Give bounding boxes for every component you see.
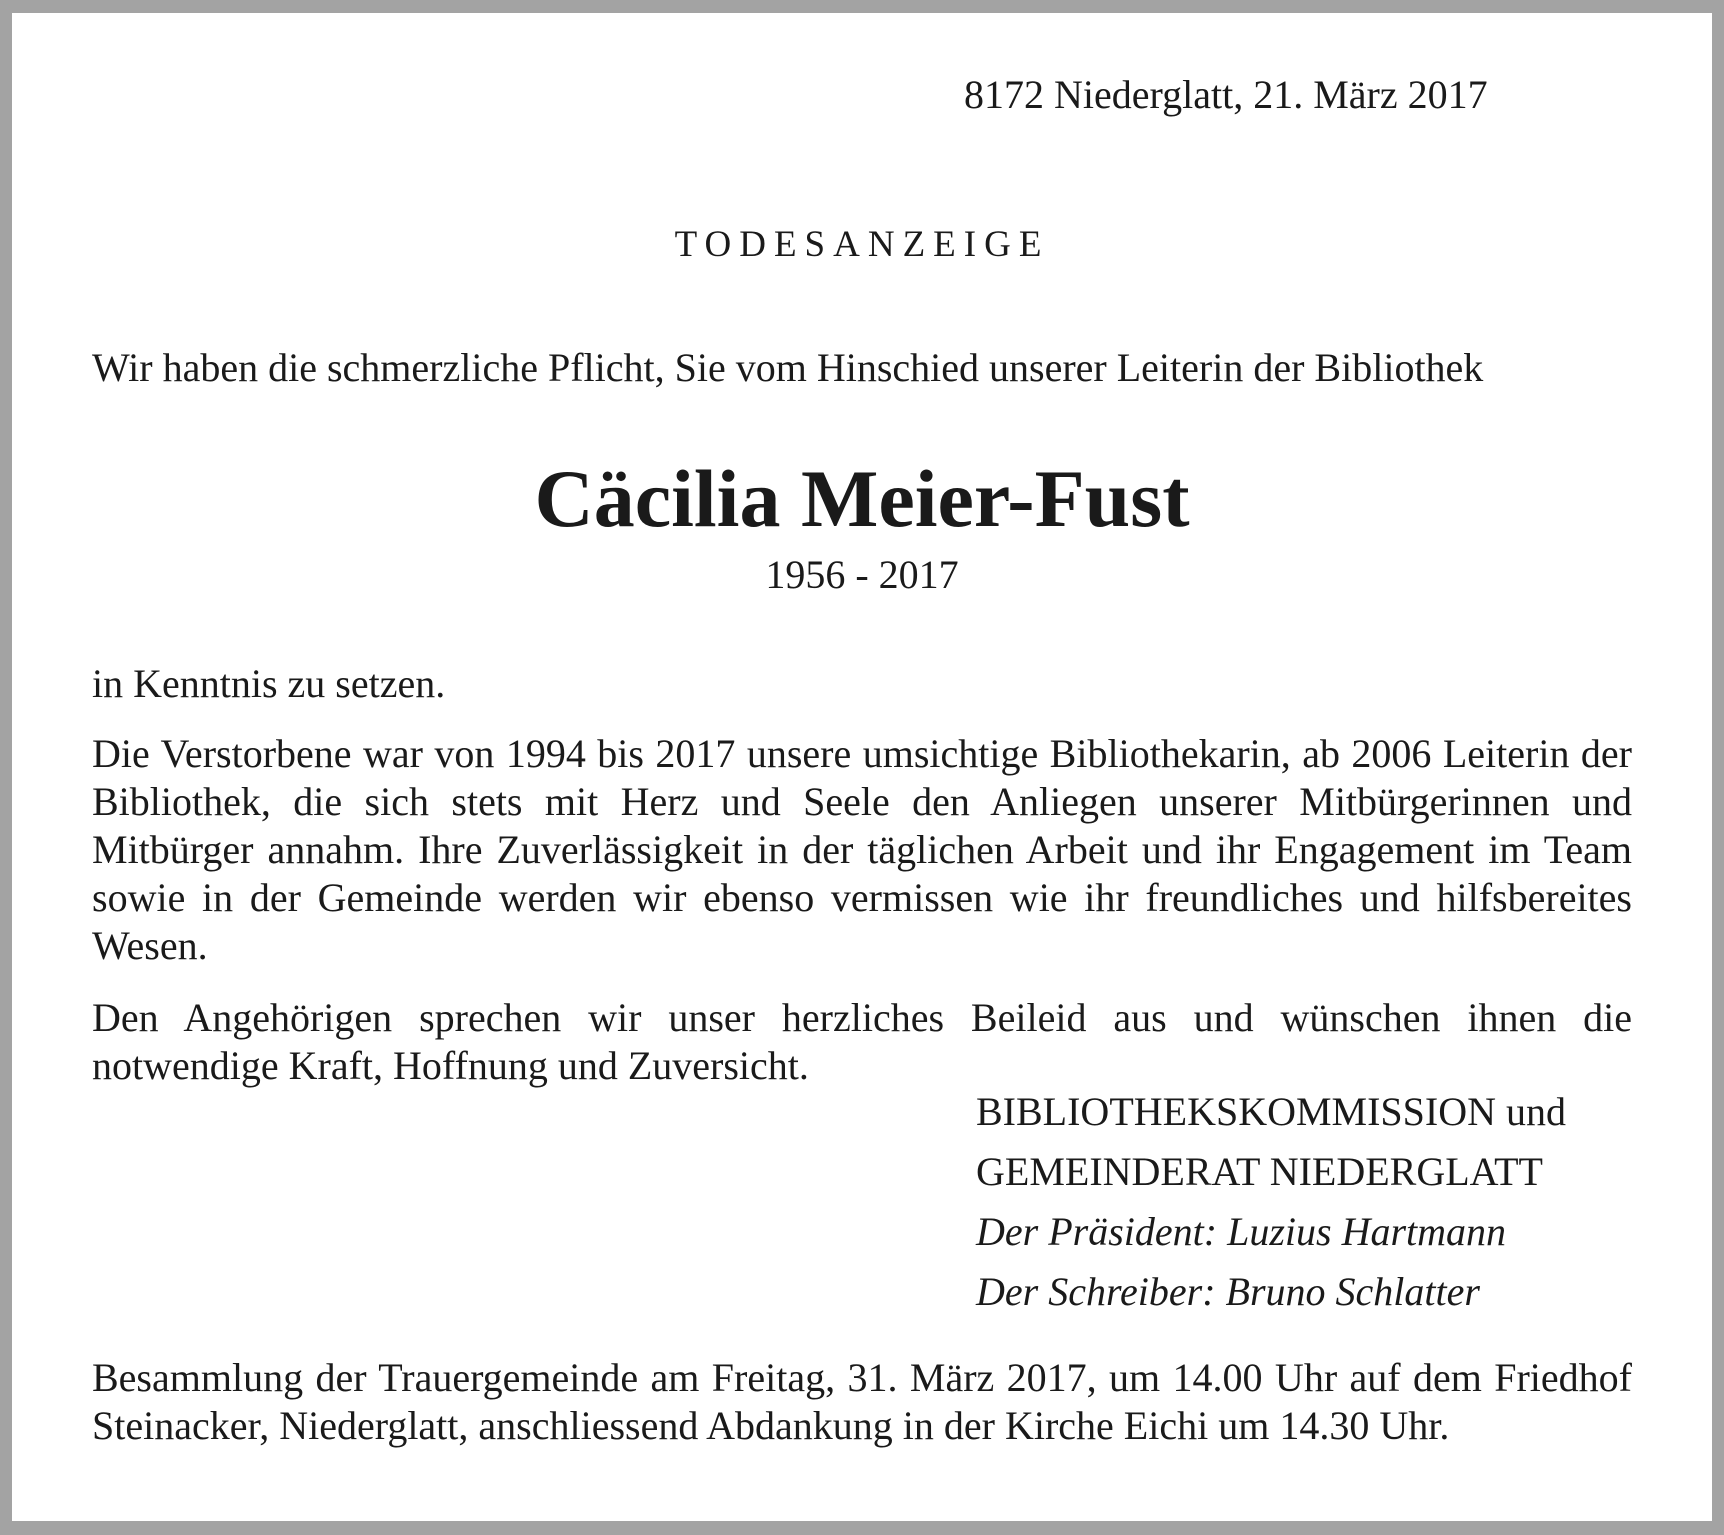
signature-secretary: Der Schreiber: Bruno Schlatter — [976, 1269, 1480, 1314]
tribute-paragraph: Die Verstorbene war von 1994 bis 2017 unsere umsichtige Bibliothekarin, ab 2006 Leiterin der Bibliothek, die sich stets mit Herz und Seele den Anliegen unserer Mitbürgerinnen und Mitbürger annahm. Ihre Zuverlässigkeit in der täglichen Arbeit und ihr Engagement im Team sowie in der Gemeinde werden wir ebenso vermissen wie ihr freundliches und hilfsbereites Wesen. — [92, 731, 1632, 968]
place-date: 8172 Niederglatt, 21. März 2017 — [964, 72, 1488, 117]
intro-text: Wir haben die schmerzliche Pflicht, Sie vom Hinschied unserer Leiterin der Bibliothek — [92, 345, 1484, 390]
ceremony-paragraph: Besammlung der Trauergemeinde am Freitag, 31. März 2017, um 14.00 Uhr auf dem Friedhof Steinacker, Niederglatt, anschliessend Abdankung in der Kirche Eichi um 14.30 Uhr. — [92, 1355, 1632, 1448]
notice-heading: TODESANZEIGE — [674, 224, 1050, 265]
signature-president: Der Präsident: Luzius Hartmann — [976, 1209, 1507, 1254]
signature-line-council: GEMEINDERAT NIEDERGLATT — [976, 1149, 1543, 1194]
intro-end-text: in Kenntnis zu setzen. — [92, 661, 446, 706]
deceased-name: Cäcilia Meier-Fust — [534, 453, 1190, 544]
condolence-paragraph: Den Angehörigen sprechen wir unser herzliches Beileid aus und wünschen ihnen die notwendige Kraft, Hoffnung und Zuversicht. — [92, 995, 1632, 1088]
life-years: 1956 - 2017 — [765, 552, 959, 597]
signature-line-commission: BIBLIOTHEKSKOMMISSION und — [976, 1089, 1567, 1134]
